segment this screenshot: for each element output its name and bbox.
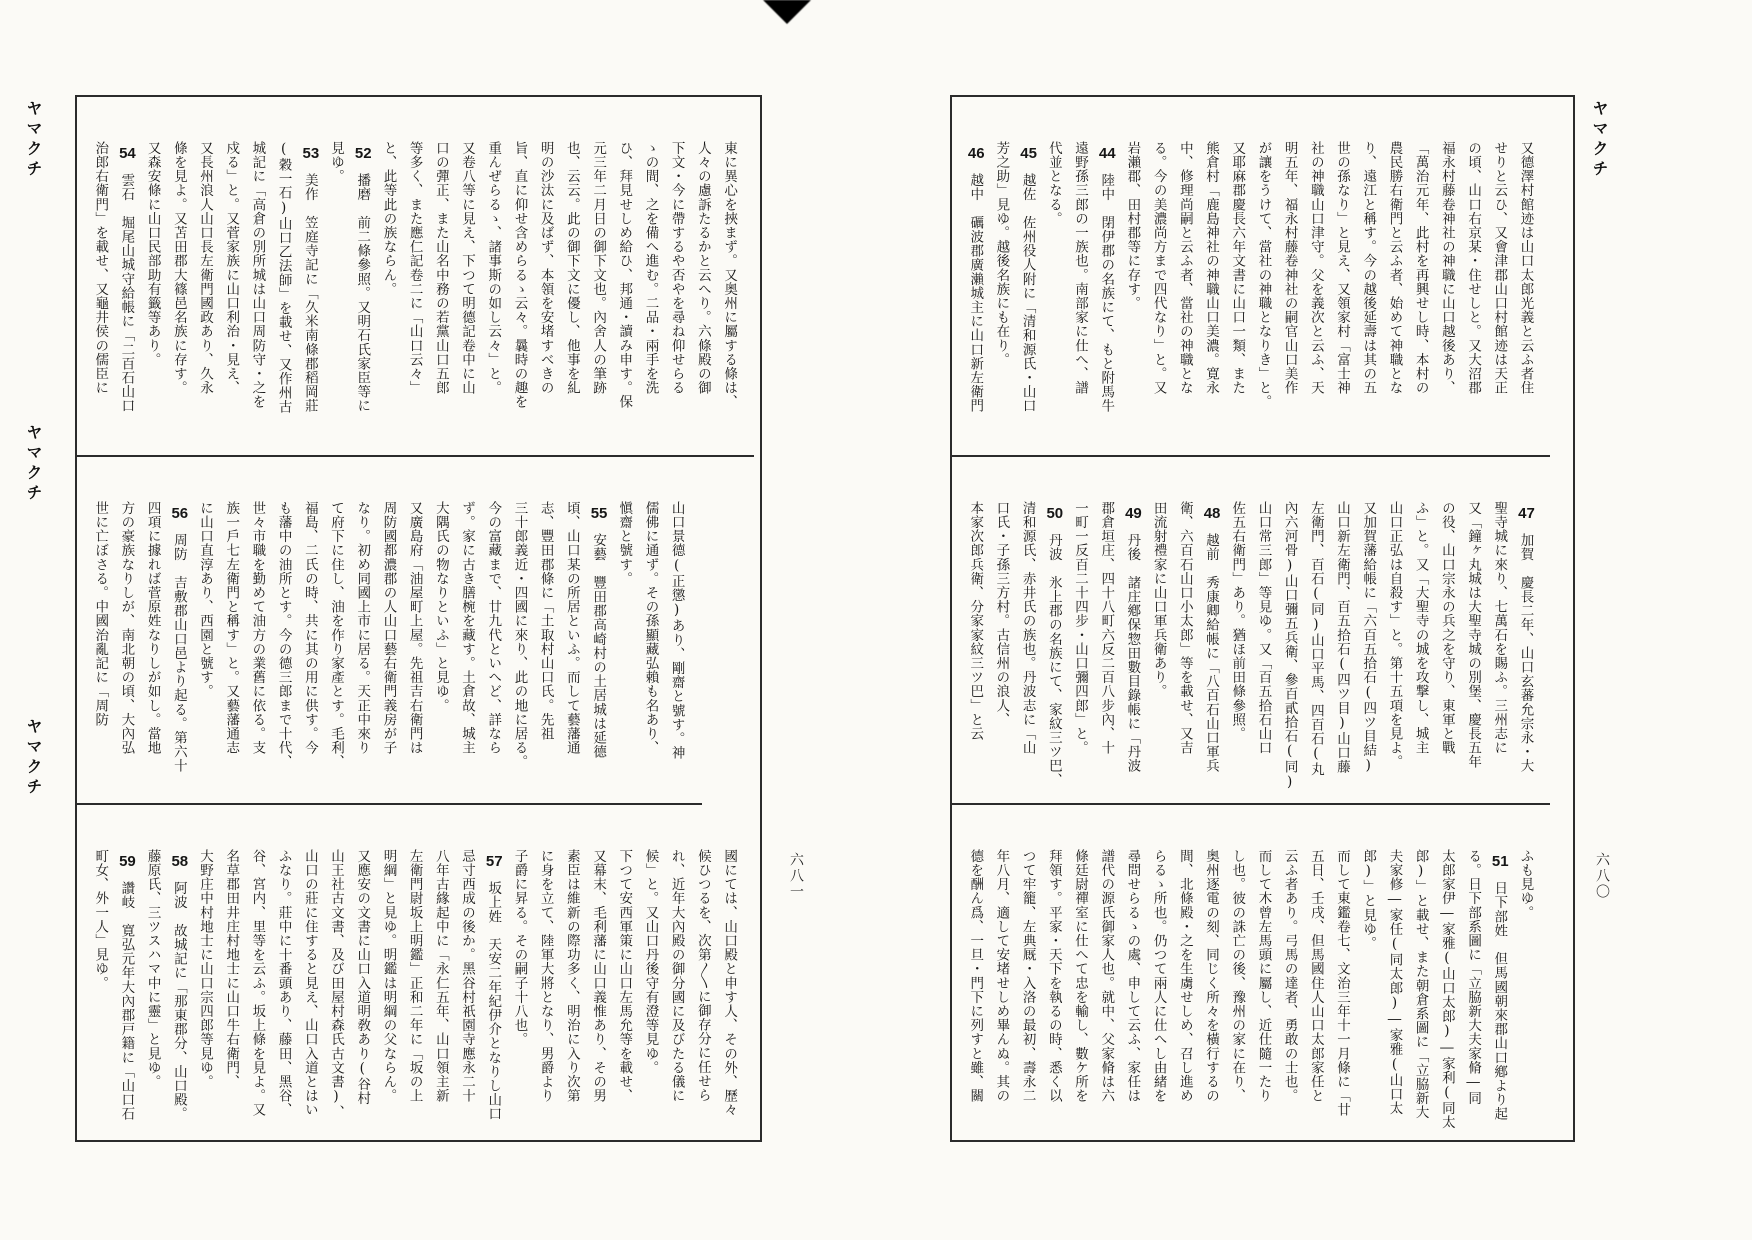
text-column: 譜代の源氏御家人也。就中、父家脩は六 bbox=[1098, 849, 1115, 1103]
text-column: 下つて安西軍策に山口左馬允等を載せ、 bbox=[616, 849, 633, 1103]
text-column: て府下に住し、油を作り家產とす。毛利、 bbox=[328, 501, 345, 769]
text-column: 候ひつるを、次第〱に御存分に任せら bbox=[694, 849, 711, 1103]
entry-start-column: 56周防 吉敷郡山口邑より起る。第六十 bbox=[166, 501, 192, 793]
text-column: 山口正弘は自殺す」と。第十五項を見よ。 bbox=[1386, 501, 1403, 769]
entry-start-column: 45越佐 佐州役人附に「清和源氏・山口 bbox=[1014, 141, 1040, 445]
entry-number: 52 bbox=[354, 145, 372, 162]
page-number-680: 六八〇 bbox=[1594, 852, 1610, 900]
text-column: 遠野孫三郎の一族也。南部家に仕へ、譜 bbox=[1072, 141, 1089, 395]
running-title: ヤマクチ bbox=[24, 424, 43, 504]
text-column: 清和源氏、赤井氏の族也。丹波志に「山 bbox=[1019, 501, 1036, 755]
text-column: らるゝ所也。仍つて兩人に仕へし由緒を bbox=[1150, 849, 1167, 1103]
text-column: 又德澤村館迹は山口太郎光義と云ふ者住 bbox=[1517, 141, 1534, 395]
text-column: (穀一石)山口乙法師」を載せ、又作州古 bbox=[275, 141, 292, 414]
text-column: に身を立て、陸軍大將となり、男爵より bbox=[537, 849, 554, 1103]
text-column: 谷、宮内、里等を云ふ。坂上條を見よ。又 bbox=[249, 849, 266, 1117]
text-column: 中、修理尚嗣と云ふ者、當社の神職とな bbox=[1176, 141, 1193, 395]
text-column: 明の沙汰に及ばず、本領を安堵すべきの bbox=[537, 141, 554, 395]
text-column: 頃、山口某の所居といふ。而して藝藩通 bbox=[563, 501, 580, 755]
text-column: 而して東鑑卷七、文治三年十一月條に「廿 bbox=[1334, 849, 1351, 1117]
text-column: 又長州浪人山口長左衛門國政あり、久永 bbox=[197, 141, 214, 395]
text-column: 等多く、また應仁記卷二に「山口云々」 bbox=[406, 141, 423, 395]
text-column: 方の豪族なりしが、南北朝の頃、大內弘 bbox=[118, 501, 135, 755]
text-column: 忌寸西成の後か。黑谷村祇園寺應永二十 bbox=[459, 849, 476, 1103]
text-column: 見ゆ。 bbox=[328, 141, 345, 184]
text-column: 社の神職山口津守。父を義次と云ふ、天 bbox=[1307, 141, 1324, 395]
entry-number: 59 bbox=[119, 853, 136, 870]
text-column: 又耶麻郡慶長六年文書に山口一類、また bbox=[1229, 141, 1246, 395]
entry-start-column: 44陸中 閉伊郡の名族にて、もと附馬牛 bbox=[1093, 141, 1119, 445]
register-bottom bbox=[952, 805, 1550, 1138]
entry-number: 50 bbox=[1046, 505, 1064, 522]
text-column: ふ」と。又「大聖寺の城を攻撃し、城主 bbox=[1412, 501, 1429, 755]
text-column: る。日下部系圖に「立脇新大夫家脩―同 bbox=[1465, 849, 1482, 1106]
text-column: 又森安條に山口民部助有籤等あり。 bbox=[144, 141, 161, 367]
text-column: 又應安の文書に山口入道明敎あり(谷村 bbox=[354, 849, 371, 1106]
entry-start-column: 51日下部姓 但馬國朝來郡山口鄕より起 bbox=[1486, 849, 1512, 1128]
text-column: 町女、外一人」見ゆ。 bbox=[92, 849, 109, 990]
entry-start-column: 50丹波 氷上郡の名族にて、家紋三ツ巴、 bbox=[1041, 501, 1067, 793]
running-title: ヤマクチ bbox=[24, 718, 43, 798]
entry-number: 46 bbox=[967, 145, 985, 162]
entry-start-column: 55安藝 豐田郡高崎村の土居城は延德 bbox=[585, 501, 611, 793]
register-bottom bbox=[77, 805, 754, 1138]
text-column: 藤原氏、三ツスハマ中に靈」と見ゆ。 bbox=[144, 849, 161, 1089]
text-column: 素臣は維新の際功多く、明治に入り次第 bbox=[563, 849, 580, 1103]
text-column: 拜領す。平家・天下を執るの時、悉く以 bbox=[1045, 849, 1062, 1103]
text-column: 志、豐田郡條に「土取村山口氏。先祖 bbox=[537, 501, 554, 741]
entry-number: 55 bbox=[590, 505, 608, 522]
page-number-681: 六八一 bbox=[788, 852, 804, 900]
text-column: 子爵に昇る。その嗣子十八也。 bbox=[511, 849, 528, 1047]
text-column: 夫家修―家任(同太郎)―家雅(山口太 bbox=[1386, 849, 1403, 1116]
text-column: せりと云ひ、又會津郡山口村館迹は天正 bbox=[1491, 141, 1508, 395]
text-column: 戍る」と。又菅家族に山口利治・見え、 bbox=[223, 141, 240, 395]
text-column: 下文・今に帶するや否やを尋ね仰せらる bbox=[668, 141, 685, 395]
text-column: 山王社古文書、及び田屋村森氏古文書)、 bbox=[328, 849, 345, 1120]
register-middle bbox=[77, 457, 702, 805]
text-column: 條廷尉禪室に仕へて忠を輸し、數ケ所を bbox=[1072, 849, 1089, 1103]
scan-artifact bbox=[763, 0, 811, 24]
text-column: ず。家に古き膳椀を藏す。土倉故、城主 bbox=[459, 501, 476, 755]
entry-start-column: 57坂上姓 天安二年紀伊介となりし山口 bbox=[480, 849, 506, 1128]
text-column: 世に亡ぼさる。中國治亂記に「周防 bbox=[92, 501, 109, 727]
text-column: なり。初め同國上市に居る。天正中來り bbox=[354, 501, 371, 755]
text-column: 奥州逐電の刻、同じく所々を橫行するの bbox=[1203, 849, 1220, 1103]
text-column: 口氏・子孫三方村。古信州の浪人、 bbox=[993, 501, 1010, 727]
text-column: 大野庄中村地士に山口宗四郎等見ゆ。 bbox=[197, 849, 214, 1089]
text-column: 元三年二月日の御下文也。內舍人の筆跡 bbox=[590, 141, 607, 395]
text-column: 三十郎義近・四國に來り、此の地に居る。 bbox=[511, 501, 528, 769]
text-column: 名草郡田井庄村地士に山口牛右衛門、 bbox=[223, 849, 240, 1089]
text-column: 八年古緣起中に「永仁五年、山口領主新 bbox=[432, 849, 449, 1103]
text-column: 左衛門尉坂上明鑑」正和二年に「坂の上 bbox=[406, 849, 423, 1103]
text-column: 芳之助」見ゆ。越後名族にも在り。 bbox=[993, 141, 1010, 367]
text-column: 今の富藏まで、廿九代といへど、詳なら bbox=[485, 501, 502, 755]
text-column: 而して木曾左馬頭に屬し、近仕隨一たり bbox=[1255, 849, 1272, 1103]
text-column: 農民勝右衛門と云ふ者、始めて神職とな bbox=[1386, 141, 1403, 395]
text-column: 衛、六百石山口小太郎」等を載せ、又吉 bbox=[1176, 501, 1193, 755]
text-column: 又加賀藩給帳に「六百五拾石(四ツ目結) bbox=[1360, 501, 1377, 774]
text-column: 福島、二氏の時、共に其の用に供す。今 bbox=[301, 501, 318, 755]
text-column: 候」と。又山口丹後守有澄等見ゆ。 bbox=[642, 849, 659, 1075]
entry-number: 54 bbox=[119, 145, 136, 162]
text-column: 山口の莊に住すると見え、山口入道とはい bbox=[301, 849, 318, 1117]
entry-start-column: 54雲石 堀尾山城守給帳に「二百石山口 bbox=[113, 141, 139, 445]
text-column: 間、北條殿・之を生虜せしめ、召し進め bbox=[1176, 849, 1193, 1103]
entry-start-column: 48越前 秀康卿給帳に「八百石山口軍兵 bbox=[1198, 501, 1224, 793]
entry-number: 57 bbox=[485, 853, 503, 870]
text-column: が讓をうけて、當社の神職となりき」と。 bbox=[1255, 141, 1272, 409]
text-column: 山口景德(正懲)あり、剛齋と號す。神 bbox=[668, 501, 685, 760]
text-column: 又幕末、毛利藩に山口義惟あり、その男 bbox=[590, 849, 607, 1103]
text-column: 左衛門、百石(同)山口平馬、四百石(丸 bbox=[1307, 501, 1324, 777]
text-column: 世々市職を勤めて油方の業舊に依る。支 bbox=[249, 501, 266, 755]
text-column: 大隅氏の物なりといふ」と見ゆ。 bbox=[432, 501, 449, 713]
entry-start-column: 46越中 礪波郡廣瀨城主に山口新左衛門 bbox=[962, 141, 988, 445]
text-column: 一町一反百二十四步・山口彌四郎」と。 bbox=[1072, 501, 1089, 755]
entry-number: 45 bbox=[1020, 145, 1037, 162]
text-column: 「萬治元年、此村を再興せし時、本村の bbox=[1412, 141, 1429, 395]
register-top bbox=[952, 97, 1550, 457]
text-column: に山口直淳あり、西園と號す。 bbox=[197, 501, 214, 699]
text-column: 重んぜらるゝ、諸事斯の如し云々」と。 bbox=[485, 141, 502, 395]
text-column: 岩瀨郡、田村郡等に存す。 bbox=[1124, 141, 1141, 311]
text-column: ゝの間、之を備へ進む。二品・兩手を洗 bbox=[642, 141, 659, 395]
text-column: 四項に據れば菅原姓なりしが如し。當地 bbox=[144, 501, 161, 755]
book-page-681 bbox=[75, 95, 762, 1142]
text-column: と、此等此の族ならん。 bbox=[380, 141, 397, 297]
entry-number: 48 bbox=[1203, 505, 1221, 522]
text-column: 也、云云。此の御下文に優し、他事を糺 bbox=[563, 141, 580, 395]
text-column: 山口常三郎」等見ゆ。又「百五拾石山口 bbox=[1255, 501, 1272, 755]
running-title: ヤマクチ bbox=[24, 100, 43, 180]
entry-number: 51 bbox=[1491, 853, 1509, 870]
text-column: 治郎右衛門」を載せ、又龜井侯の儒臣に bbox=[92, 141, 109, 395]
text-column: 又廣島府「油屋町上屋。先祖吉右衛門は bbox=[406, 501, 423, 755]
text-column: 國にては、山口殿と申す人、その外、歷々 bbox=[721, 849, 738, 1117]
text-column: 族一戶七左衛門と稱す」と。又藝藩通志 bbox=[223, 501, 240, 755]
text-column: 代並となる。 bbox=[1045, 141, 1062, 226]
text-column: 愼齋と號す。 bbox=[616, 501, 633, 586]
running-title: ヤマクチ bbox=[1590, 100, 1609, 180]
entry-number: 49 bbox=[1125, 505, 1142, 522]
text-column: ふも見ゆ。 bbox=[1517, 849, 1534, 920]
text-column: る。今の美濃尚方まで四代なり」と。又 bbox=[1150, 141, 1167, 395]
text-column: 世の孫なり」と見え、又領家村「富士神 bbox=[1334, 141, 1351, 395]
text-column: つて牢籠、左典厩・入洛の最初、壽永二 bbox=[1019, 849, 1036, 1103]
text-column: ふなり。莊中に十番頭あり、藤田、黑谷、 bbox=[275, 849, 292, 1117]
text-column: ひ、拜見せしめ給ひ、邦通・讀み申す。保 bbox=[616, 141, 633, 409]
text-column: 周防國都濃郡の人山口藝右衛門義房が子 bbox=[380, 501, 397, 755]
text-column: 郡倉垣庄、四十八町六反二百八步內、十 bbox=[1098, 501, 1115, 755]
text-column: 條を見よ。又苫田郡大篠邑名族に存す。 bbox=[170, 141, 187, 395]
text-column: 城記に「高倉の別所城は山口周防守・之を bbox=[249, 141, 266, 409]
text-column: 口の彈正、また山名中務の若黨山口五郎 bbox=[432, 141, 449, 395]
text-column: 內六河骨)山口彌五兵衛、參百貳拾石(同) bbox=[1281, 501, 1298, 791]
entry-number: 56 bbox=[171, 505, 189, 522]
text-column: り、遠江と稱す。今の越後延壽は其の五 bbox=[1360, 141, 1377, 395]
text-column: 聖寺城に來り、七萬石を賜ふ。三州志に bbox=[1491, 501, 1508, 755]
entry-number: 47 bbox=[1518, 505, 1535, 522]
text-column: 云ふ者あり。弓馬の達者、勇敢の士也。 bbox=[1281, 849, 1298, 1103]
text-column: 福永村藤卷神社の神職に山口越後あり、 bbox=[1438, 141, 1455, 395]
entry-start-column: 58阿波 故城記に「那東郡分、山口殿。 bbox=[166, 849, 192, 1128]
entry-number: 53 bbox=[302, 145, 320, 162]
text-column: れ、近年大內殿の御分國に及びたる儀に bbox=[668, 849, 685, 1103]
text-column: 年八月、適して安堵せしめ畢んぬ。其の bbox=[993, 849, 1010, 1103]
text-column: 明五年、福永村藤卷神社の嗣官山口美作 bbox=[1281, 141, 1298, 395]
entry-start-column: 47加賀 慶長二年、山口玄蕃允宗永・大 bbox=[1512, 501, 1538, 793]
text-column: 本家次郎兵衛、分家家紋三ツ巴」と云 bbox=[967, 501, 984, 741]
entry-start-column: 52播磨 前二條參照。又明石氏家臣等に bbox=[349, 141, 375, 445]
entry-start-column: 59讚岐 寛弘元年大內郡戸籍に「山口石 bbox=[113, 849, 139, 1128]
text-column: 東に異心を挾まず。又奥州に屬する條は、 bbox=[721, 141, 738, 409]
text-column: 熊倉村「鹿島神社の神職山口美濃。寛永 bbox=[1203, 141, 1220, 395]
text-column: 明綱」と見ゆ。明鑑は明綱の父ならん。 bbox=[380, 849, 397, 1103]
register-middle bbox=[952, 457, 1550, 805]
text-column: 山口新左衛門、百五拾石(四ツ目)山口藤 bbox=[1334, 501, 1351, 774]
entry-start-column: 53美作 笠庭寺記に「久米南條郡稻岡莊 bbox=[297, 141, 323, 445]
entry-start-column: 49丹後 諸庄鄕保惣田數目錄帳に「丹波 bbox=[1119, 501, 1145, 793]
text-column: 佐五右衛門」あり。猶ほ前田條參照。 bbox=[1229, 501, 1246, 741]
text-column: も藩中の油所とす。今の德三郎まで十代、 bbox=[275, 501, 292, 769]
text-column: 又「鐘ヶ丸城は大聖寺城の別堡、慶長五年 bbox=[1465, 501, 1482, 769]
text-column: 太郎家伊―家雅(山口太郎)―家利(同太 bbox=[1438, 849, 1455, 1130]
text-column: 尋問せらるゝの處、申して云ふ、家任は bbox=[1124, 849, 1141, 1103]
text-column: の役、山口宗永の兵之を守り、東軍と戰 bbox=[1438, 501, 1455, 755]
text-column: 旨、直に仰せ含めらるゝ云々。曩時の趣を bbox=[511, 141, 528, 409]
text-column: 儒佛に通ず。その孫顯藏弘賴も名あり、 bbox=[642, 501, 659, 755]
book-page-680 bbox=[950, 95, 1575, 1142]
text-column: し也。彼の誅亡の後、豫州の家に在り、 bbox=[1229, 849, 1246, 1103]
text-column: 五日、壬戌、但馬國住人山口太郎家任と bbox=[1307, 849, 1324, 1103]
text-column: 田流射禮家に山口軍兵衛あり。 bbox=[1150, 501, 1167, 699]
text-column: 郎)」と見ゆ。 bbox=[1360, 849, 1377, 951]
register-top bbox=[77, 97, 754, 457]
text-column: 德を酬ん爲、一旦・門下に列すと雖、關 bbox=[967, 849, 984, 1103]
text-column: の頃、山口右京某・住せしと。又大沼郡 bbox=[1465, 141, 1482, 395]
text-column: 人々の慮訴たるかと云へり。六條殿の御 bbox=[694, 141, 711, 395]
text-column: 又卷八等に見え、下つて明德記卷中に山 bbox=[459, 141, 476, 395]
entry-number: 44 bbox=[1098, 145, 1116, 162]
entry-number: 58 bbox=[171, 853, 189, 870]
text-column: 郎)」と載せ、また朝倉系圖に「立脇新大 bbox=[1412, 849, 1429, 1120]
